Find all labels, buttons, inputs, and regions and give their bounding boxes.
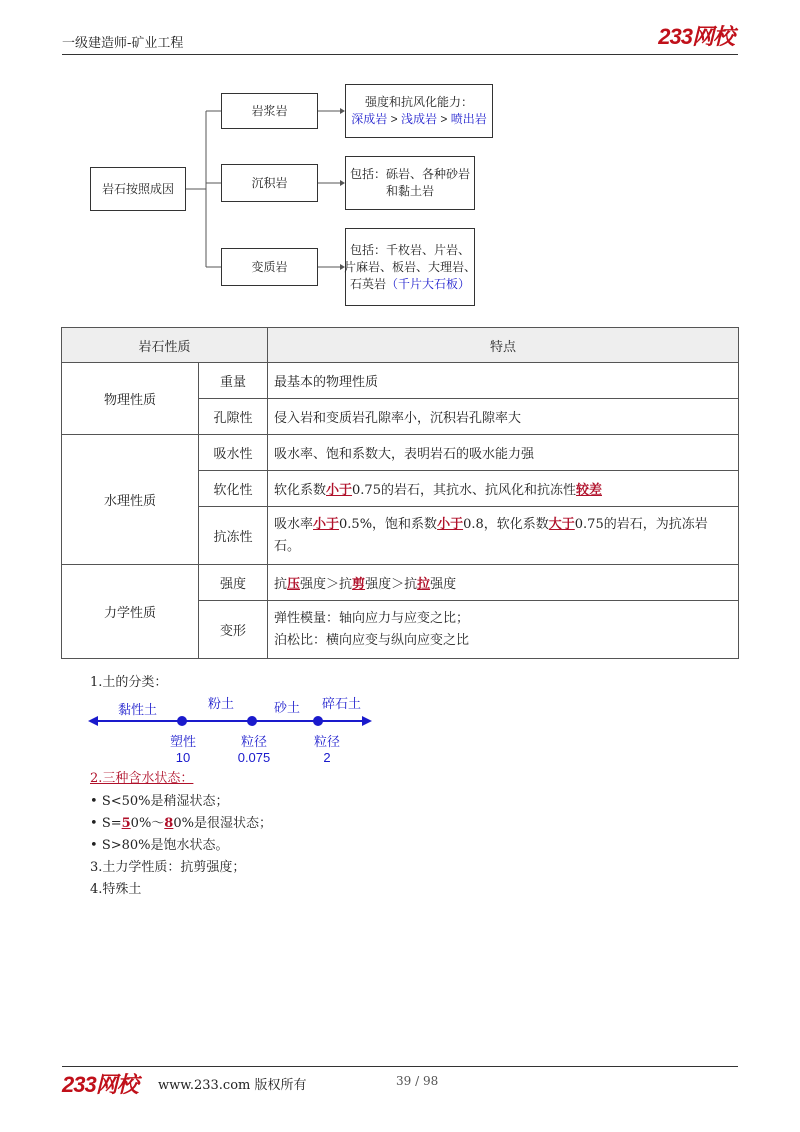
group-mechanical: 力学性质 <box>62 565 199 659</box>
prop-cell: 重量 <box>199 363 268 399</box>
table-row <box>62 435 739 471</box>
rank-sep: > <box>437 112 451 126</box>
detail-ranking <box>351 111 486 128</box>
feature-cell: 最基本的物理性质 <box>268 363 739 399</box>
label-grain-2 <box>310 731 344 765</box>
rank-deep: 深成岩 <box>351 112 388 126</box>
feature-cell <box>268 601 739 659</box>
rank-extrusive: 喷出岩 <box>450 112 487 126</box>
scale-text: 粒径 <box>240 734 267 749</box>
moisture-list <box>90 791 272 901</box>
prop-cell: 抗冻性 <box>199 507 268 565</box>
scale-value: 0.075 <box>237 750 271 765</box>
list-item: • S>80%是饱水状态。 <box>90 838 229 853</box>
brand-logo: 233网校 <box>658 24 734 49</box>
scale-text: 塑性 <box>169 734 196 749</box>
detail-text <box>350 276 470 293</box>
detail-text: 和黏土岩 <box>385 184 434 198</box>
highlight: 5 <box>121 816 131 831</box>
scale-value: 2 <box>323 750 331 765</box>
detail-text: 石英岩 <box>349 276 386 291</box>
label-sand: 砂土 <box>274 700 301 715</box>
text-run: 0.75的岩石，为抗冻岩石。 <box>274 516 708 554</box>
prop-cell: 吸水性 <box>199 435 268 471</box>
list-item: • S=50%～80%是很湿状态； <box>90 816 272 831</box>
diagram-root: 岩石按照成因 <box>90 167 186 211</box>
feature-cell <box>268 565 739 601</box>
table-row <box>62 565 739 601</box>
label-gravel: 碎石土 <box>322 696 362 711</box>
table-header <box>62 328 739 363</box>
rank-sep: > <box>387 112 401 126</box>
prop-cell: 软化性 <box>199 471 268 507</box>
scale-value: 10 <box>175 750 191 765</box>
text-run: 吸水率 <box>274 516 314 532</box>
soil-scale <box>88 695 378 765</box>
prop-cell: 孔隙性 <box>199 399 268 435</box>
rank-shallow: 浅成岩 <box>400 112 437 126</box>
text-run: S<50%是稍湿状态； <box>101 794 229 809</box>
text-run: 0.5%，饱和系数 <box>339 516 438 532</box>
text-run: 0%是很湿状态； <box>173 816 272 831</box>
highlight: 8 <box>164 816 174 831</box>
detail-text: 包括：千枚岩、片岩、 <box>349 242 470 257</box>
text-run: 抗 <box>274 577 288 592</box>
detail-igneous <box>345 84 493 138</box>
text-line: 弹性模量：轴向应力与应变之比； <box>274 610 470 626</box>
group-water: 水理性质 <box>62 435 199 565</box>
header-title: 一级建造师-矿业工程 <box>62 36 184 51</box>
label-clay: 黏性土 <box>118 702 158 717</box>
branch-igneous: 岩浆岩 <box>221 93 318 129</box>
text-run: 软化系数 <box>274 483 327 498</box>
footer-logo: 233网校 <box>62 1072 138 1097</box>
text-run: 0.75的岩石，其抗水、抗风化和抗冻性 <box>352 483 576 498</box>
text-run: 0.8，软化系数 <box>463 516 549 532</box>
highlight: 大于 <box>548 516 575 532</box>
footer-divider <box>62 1066 738 1067</box>
mnemonic-note: （千片大石板） <box>386 276 471 291</box>
text-run: 强度 <box>430 577 457 592</box>
rock-properties-table <box>61 327 739 659</box>
group-physical: 物理性质 <box>62 363 199 435</box>
highlight: 压 <box>287 577 301 592</box>
highlight: 小于 <box>313 516 340 532</box>
header-property: 岩石性质 <box>62 328 268 363</box>
item-4: 4.特殊土 <box>90 882 142 897</box>
label-plasticity <box>166 731 200 765</box>
prop-cell: 强度 <box>199 565 268 601</box>
text-run: S= <box>101 816 122 831</box>
branch-metamorphic: 变质岩 <box>221 248 318 286</box>
list-item: • S<50%是稍湿状态； <box>90 794 229 809</box>
text-run: 强度＞抗 <box>365 577 418 592</box>
footer-site: www.233.com 版权所有 <box>158 1078 307 1093</box>
highlight: 拉 <box>417 577 431 592</box>
label-grain-1 <box>234 731 274 765</box>
item-3: 3.土力学性质：抗剪强度； <box>90 860 246 875</box>
feature-cell <box>268 507 739 565</box>
detail-sedimentary <box>345 156 475 210</box>
feature-cell <box>268 471 739 507</box>
text-run: S>80%是饱水状态。 <box>101 838 229 853</box>
detail-text: 强度和抗风化能力： <box>364 95 473 109</box>
text-run: 强度＞抗 <box>300 577 353 592</box>
highlight: 小于 <box>437 516 464 532</box>
label-silt: 粉土 <box>208 696 235 711</box>
detail-text: 包括：砾岩、各种砂岩 <box>349 167 470 181</box>
feature-cell: 侵入岩和变质岩孔隙率小，沉积岩孔隙率大 <box>268 399 739 435</box>
table-row <box>62 363 739 399</box>
highlight: 剪 <box>352 577 366 592</box>
soil-heading: 1.土的分类： <box>90 675 168 690</box>
detail-text: 片麻岩、板岩、大理岩、 <box>344 259 477 274</box>
scale-text: 粒径 <box>313 734 340 749</box>
detail-metamorphic <box>345 228 475 306</box>
moisture-heading: 2.三种含水状态： <box>90 771 194 786</box>
text-run: 0%～ <box>130 816 165 831</box>
feature-cell: 吸水率、饱和系数大，表明岩石的吸水能力强 <box>268 435 739 471</box>
prop-cell: 变形 <box>199 601 268 659</box>
text-line: 泊松比：横向应变与纵向应变之比 <box>274 632 470 648</box>
branch-sedimentary: 沉积岩 <box>221 164 318 202</box>
highlight: 较差 <box>575 483 602 498</box>
highlight: 小于 <box>326 483 353 498</box>
header-feature: 特点 <box>268 328 739 363</box>
page-number: 39 / 98 <box>396 1074 439 1088</box>
